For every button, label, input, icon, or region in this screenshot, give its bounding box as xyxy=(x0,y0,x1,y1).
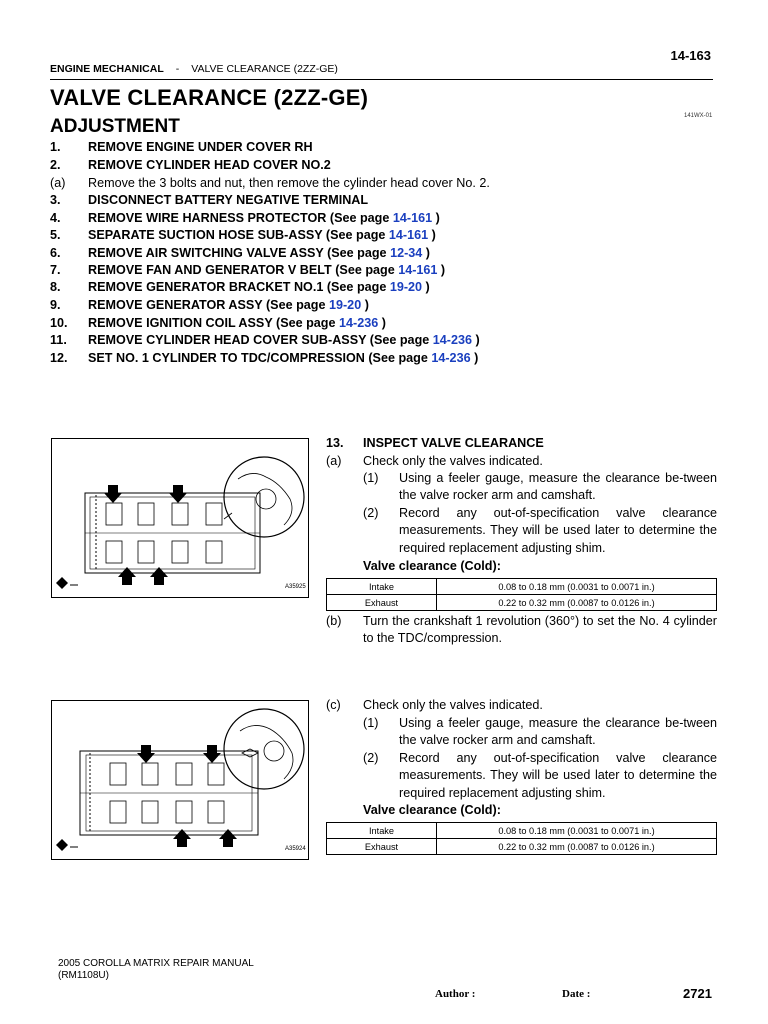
page-link[interactable]: 14-161 xyxy=(392,211,433,225)
header-section: ENGINE MECHANICAL xyxy=(50,63,164,75)
step-13b-number: (b) xyxy=(326,614,342,628)
footer-date-label: Date : xyxy=(562,988,591,1000)
engine-head-drawing xyxy=(52,439,310,599)
footer-page-total: 2721 xyxy=(683,986,712,1001)
figure-valve-layout-1 xyxy=(51,438,309,598)
step-13-heading: INSPECT VALVE CLEARANCE xyxy=(363,436,544,450)
figure-code: A35925 xyxy=(285,584,306,590)
step-13a2-text: Record any out-of-specification valve clearance measurements. They will be used later to determine the required replacement adjusting shim. xyxy=(399,506,717,555)
table-cell: 0.08 to 0.18 mm (0.0031 to 0.0071 in.) xyxy=(437,823,717,839)
step-13a1-text: Using a feeler gauge, measure the clearance be-tween the valve rocker arm and camshaft. xyxy=(399,471,717,503)
page-link[interactable]: 19-20 xyxy=(328,298,362,312)
footer-manual xyxy=(58,958,254,982)
table-cell: Intake xyxy=(327,579,437,595)
page-link[interactable]: 14-236 xyxy=(431,351,471,365)
page-title: VALVE CLEARANCE (2ZZ-GE) xyxy=(50,85,369,110)
header-separator: - xyxy=(175,63,180,75)
table-cell: 0.22 to 0.32 mm (0.0087 to 0.0126 in.) xyxy=(437,595,717,611)
section-title: ADJUSTMENT xyxy=(50,116,180,137)
step-13c1-number: (1) xyxy=(363,716,379,730)
step-13c2-text: Record any out-of-specification valve clearance measurements. They will be used later to determine the required replacement adjusting shim. xyxy=(399,751,717,800)
table-row xyxy=(327,579,717,595)
table-cell: 0.22 to 0.32 mm (0.0087 to 0.0126 in.) xyxy=(437,839,717,855)
page-number: 14-163 xyxy=(670,48,711,63)
step-13c2-number: (2) xyxy=(363,751,379,765)
spec-label: Valve clearance (Cold): xyxy=(363,803,501,817)
table-row xyxy=(327,823,717,839)
table-cell: Intake xyxy=(327,823,437,839)
footer-manual-title: 2005 COROLLA MATRIX REPAIR MANUAL xyxy=(58,958,254,969)
table-row xyxy=(327,839,717,855)
page-link[interactable]: 14-161 xyxy=(388,228,429,242)
page-link[interactable]: 14-236 xyxy=(339,316,379,330)
spec-label: Valve clearance (Cold): xyxy=(363,559,501,573)
step-13c-number: (c) xyxy=(326,698,341,712)
table-cell: 0.08 to 0.18 mm (0.0031 to 0.0071 in.) xyxy=(437,579,717,595)
engine-head-drawing xyxy=(52,701,310,861)
running-header xyxy=(50,63,338,75)
step-13a2-number: (2) xyxy=(363,506,379,520)
step-13c1-text: Using a feeler gauge, measure the clearance be-tween the valve rocker arm and camshaft. xyxy=(399,716,717,748)
figure-valve-layout-2 xyxy=(51,700,309,860)
page-link[interactable]: 14-161 xyxy=(398,263,438,277)
page-link[interactable]: 19-20 xyxy=(389,280,423,294)
footer-manual-code: (RM1108U) xyxy=(58,970,109,981)
header-rule xyxy=(50,79,713,80)
step-13c-text: Check only the valves indicated. xyxy=(363,698,543,712)
step-13b-text: Turn the crankshaft 1 revolution (360°) to set the No. 4 cylinder to the TDC/compression. xyxy=(363,614,717,646)
step-13a-number: (a) xyxy=(326,454,342,468)
step-13-number: 13. xyxy=(326,436,344,450)
figure-code: A35924 xyxy=(285,846,306,852)
page-link[interactable]: 12-34 xyxy=(390,246,423,260)
step-13a1-number: (1) xyxy=(363,471,379,485)
spec-table-2 xyxy=(326,822,717,855)
header-subsection: VALVE CLEARANCE (2ZZ-GE) xyxy=(191,63,338,75)
table-row xyxy=(327,595,717,611)
step-13a-text: Check only the valves indicated. xyxy=(363,454,543,468)
table-cell: Exhaust xyxy=(327,839,437,855)
page-link[interactable]: 14-236 xyxy=(432,333,472,347)
footer-author-label: Author : xyxy=(435,988,476,1000)
table-cell: Exhaust xyxy=(327,595,437,611)
spec-table-1 xyxy=(326,578,717,611)
document-code: 141WX-01 xyxy=(684,113,713,119)
